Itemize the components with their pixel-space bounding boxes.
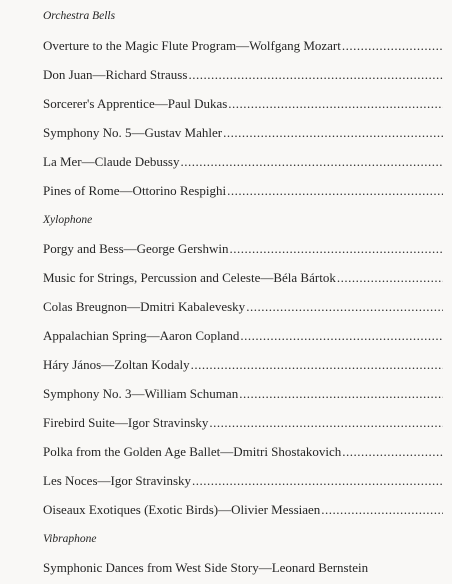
entry-title: La Mer—Claude Debussy xyxy=(43,154,180,169)
entry-title: Háry János—Zoltan Kodaly xyxy=(43,357,190,372)
entry-title: Les Noces—Igor Stravinsky xyxy=(43,473,192,488)
section-heading-vibraphone: Vibraphone xyxy=(43,533,97,545)
list-item xyxy=(43,299,443,315)
section-heading-orchestra-bells: Orchestra Bells xyxy=(43,10,116,22)
list-item xyxy=(43,154,443,170)
dot-leader xyxy=(223,125,443,141)
section-heading-xylophone: Xylophone xyxy=(43,214,93,226)
entry-title: Don Juan—Richard Strauss xyxy=(43,67,188,82)
dot-leader xyxy=(228,96,443,112)
list-item xyxy=(43,473,443,489)
entry-title: Pines of Rome—Ottorino Respighi xyxy=(43,183,227,198)
list-item xyxy=(43,125,443,141)
list-item xyxy=(43,444,443,460)
list-item xyxy=(43,96,443,112)
list-item xyxy=(43,183,443,199)
entry-title: Overture to the Magic Flute Program—Wolfgang Mozart xyxy=(43,38,341,53)
entry-title: Sorcerer's Apprentice—Paul Dukas xyxy=(43,96,228,111)
entry-title: Colas Breugnon—Dmitri Kabalevesky xyxy=(43,299,246,314)
entry-title: Music for Strings, Percussion and Celeste—Béla Bártok xyxy=(43,270,336,285)
dot-leader xyxy=(229,241,443,257)
list-item xyxy=(43,328,443,344)
dot-leader xyxy=(192,473,443,489)
entry-title: Symphonic Dances from West Side Story—Leonard Bernstein xyxy=(43,560,369,575)
entry-title: Oiseaux Exotiques (Exotic Birds)—Olivier Messiaen xyxy=(43,502,321,517)
list-item xyxy=(43,502,443,518)
dot-leader xyxy=(342,444,443,460)
entry-title: Symphony No. 3—William Schuman xyxy=(43,386,239,401)
dot-leader xyxy=(188,67,443,83)
dot-leader xyxy=(180,154,443,170)
dot-leader xyxy=(191,357,443,373)
list-item xyxy=(43,67,443,83)
entry-title: Symphony No. 5—Gustav Mahler xyxy=(43,125,223,140)
list-item xyxy=(43,270,443,286)
dot-leader xyxy=(337,270,443,286)
entry-title: Appalachian Spring—Aaron Copland xyxy=(43,328,240,343)
entry-title: Porgy and Bess—George Gershwin xyxy=(43,241,229,256)
entry-title: Firebird Suite—Igor Stravinsky xyxy=(43,415,209,430)
dot-leader xyxy=(239,386,443,402)
dot-leader xyxy=(240,328,443,344)
dot-leader xyxy=(342,38,443,54)
dot-leader xyxy=(246,299,443,315)
dot-leader xyxy=(227,183,443,199)
list-item xyxy=(43,38,443,54)
list-item xyxy=(43,357,443,373)
entry-title: Polka from the Golden Age Ballet—Dmitri Shostakovich xyxy=(43,444,342,459)
list-item xyxy=(43,241,443,257)
list-item xyxy=(43,415,443,431)
dot-leader xyxy=(321,502,443,518)
dot-leader xyxy=(209,415,443,431)
list-item xyxy=(43,560,443,576)
list-item xyxy=(43,386,443,402)
